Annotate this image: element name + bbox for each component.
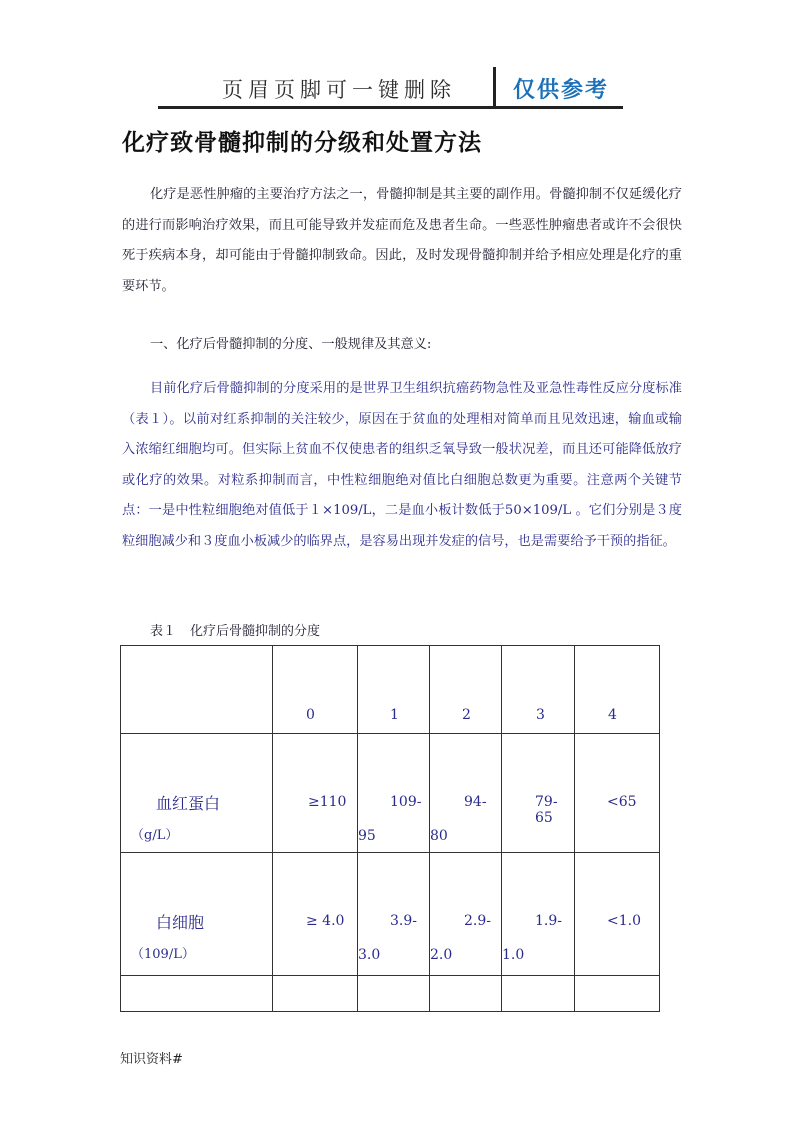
table-cell [358,976,430,1012]
table-header-cell [273,646,358,734]
section-heading: 一、化疗后骨髓抑制的分度、一般规律及其意义: [150,337,432,352]
table-cell [273,734,358,853]
table-row [121,853,660,976]
table-cell [575,734,660,853]
table-cell [502,853,575,976]
grade-label: 4 [608,707,617,723]
table-cell [575,853,660,976]
table-caption [150,620,320,639]
cell-value: <1.0 [607,913,641,929]
cell-value: 94- [464,794,487,810]
cell-value: ≥110 [308,794,347,810]
table-cell [358,853,430,976]
header-rule [158,106,623,109]
table-cell [502,734,575,853]
cell-value-wrap: 80 [430,828,448,844]
grading-table [120,645,660,1012]
table-cell [430,734,502,853]
table-caption-title: 化疗后骨髓抑制的分度 [190,624,321,639]
row-label-cell [121,734,273,853]
grade-label: 3 [536,707,545,723]
cell-value: 109- [390,794,422,810]
cell-value: ≥ 4.0 [306,913,345,929]
table-caption-number: 表１ [150,624,177,639]
table-cell [273,853,358,976]
grade-label: 1 [390,707,399,723]
cell-value-wrap: 1.0 [502,947,525,963]
row-label-cell [121,853,273,976]
page-title: 化疗致骨髓抑制的分级和处置方法 [122,130,482,156]
table-cell [430,976,502,1012]
table-header-row [121,646,660,734]
table-cell [358,734,430,853]
cell-value-wrap: 3.0 [358,947,381,963]
header-left-text: 页眉页脚可一键删除 [222,78,456,102]
table-cell [430,853,502,976]
table-cell [121,976,273,1012]
cell-value: 3.9- [390,913,417,929]
grading-paragraph: 目前化疗后骨髓抑制的分度采用的是世界卫生组织抗癌药物急性及亚急性毒性反应分度标准（表１）。以前对红系抑制的关注较少，原因在于贫血的处理相对简单而且见效迅速，输血或输入浓缩红细胞均可。但实际上贫血不仅使患者的组织乏氧导致一般状况差，而且还可能降低放疗或化疗的效果。对粒系抑制而言，中性粒细胞绝对值比白细胞总数更为重要。注意两个关键节点：一是中性粒细胞绝对值低于１×109/L，二是血小板计数低于50×109/L 。它们分别是３度粒细胞减少和３度血小板减少的临界点，是容易出现并发症的信号，也是需要给予干预的指征。 [122,381,682,549]
cell-value: 1.9- [535,913,562,929]
cell-value: 79-65 [535,794,558,826]
page-footer: 知识资料# [120,1052,183,1067]
cell-value-wrap: 2.0 [430,947,453,963]
table-cell [575,976,660,1012]
intro-paragraph: 化疗是恶性肿瘤的主要治疗方法之一，骨髓抑制是其主要的副作用。骨髓抑制不仅延缓化疗的进行而影响治疗效果，而且可能导致并发症而危及患者生命。一些恶性肿瘤患者或许不会很快死于疾病本身，却可能由于骨髓抑制致命。因此，及时发现骨髓抑制并给予相应处理是化疗的重要环节。 [122,187,682,294]
cell-value: <65 [607,794,637,810]
row-label: 血红蛋白 [156,794,221,813]
table-header-cell [358,646,430,734]
table-header-cell [575,646,660,734]
table-header-cell [502,646,575,734]
table-row [121,976,660,1012]
grade-label: 2 [462,707,471,723]
table-header-cell [430,646,502,734]
table-corner-cell [121,646,273,734]
header-right-text: 仅供参考 [513,78,610,103]
table-cell [502,976,575,1012]
cell-value: 2.9- [464,913,491,929]
header-divider [493,67,496,109]
table-cell [273,976,358,1012]
grade-label: 0 [306,707,315,723]
row-unit: （109/L） [131,947,195,962]
row-unit: （g/L） [131,828,179,843]
row-label: 白细胞 [156,913,205,932]
table-row [121,734,660,853]
cell-value-wrap: 95 [358,828,376,844]
